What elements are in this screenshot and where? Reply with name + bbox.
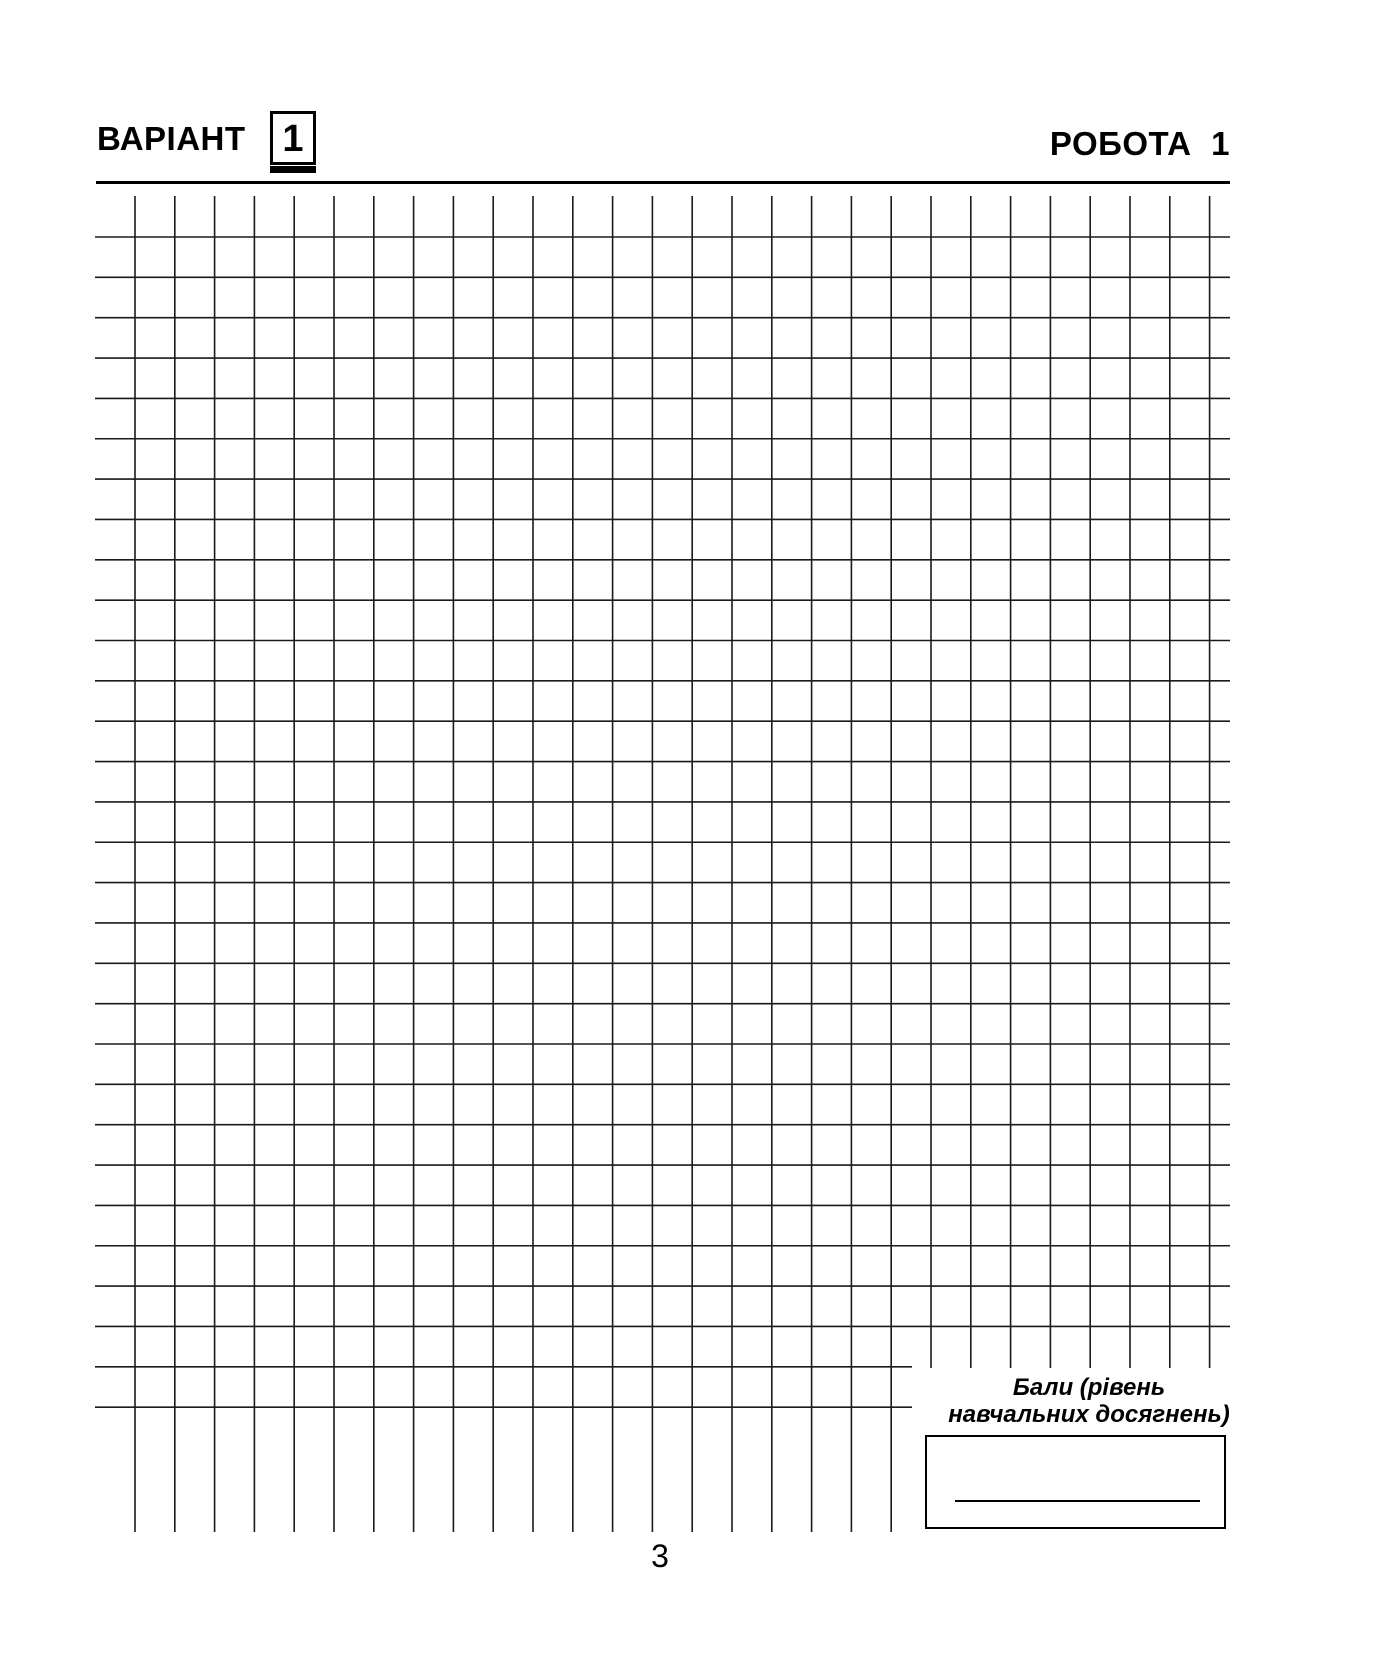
score-caption-line2: навчальних досягнень) xyxy=(948,1401,1230,1428)
variant-label: ВАРІАНТ xyxy=(97,120,246,157)
work-title: РОБОТА 1 xyxy=(1049,125,1230,162)
score-box[interactable] xyxy=(925,1435,1226,1529)
score-entry-line[interactable] xyxy=(955,1500,1200,1502)
score-caption xyxy=(926,1374,1252,1428)
page-number: 3 xyxy=(651,1538,669,1574)
score-caption-line1: Бали (рівень xyxy=(1012,1374,1166,1401)
variant-number-box: 1 xyxy=(270,111,316,165)
